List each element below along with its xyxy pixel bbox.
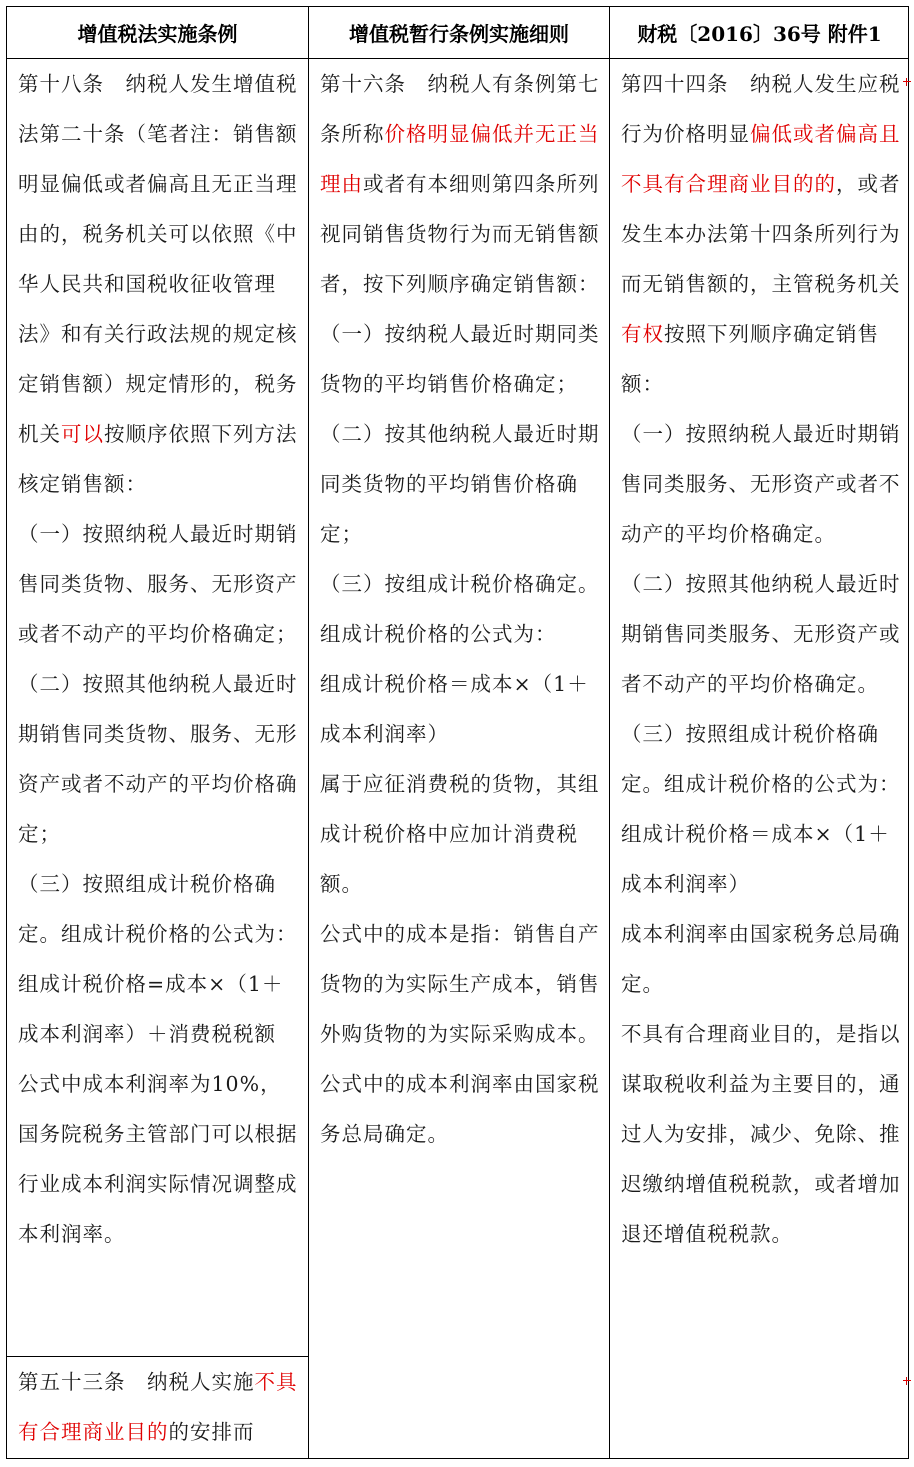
col1-item-3: （三）按照组成计税价格确定。组成计税价格的公式为： <box>18 872 298 946</box>
col2-cost-note: 公式中的成本是指：销售自产货物的为实际生产成本，销售外购货物的为实际采购成本。公式中的成本利润率由国家税务总局确定。 <box>320 922 600 1146</box>
col1-article-18 <box>18 59 301 1259</box>
col3-item-3: （三）按照组成计税价格确定。组成计税价格的公式为： <box>621 722 901 796</box>
col2-para-intro <box>320 59 602 309</box>
column-divider <box>609 7 610 1458</box>
col3-highlight-2: 有权 <box>621 322 664 346</box>
col1-art53-pre: 第五十三条 纳税人实施 <box>18 1370 255 1394</box>
col2-intro-tail: 或者有本细则第四条所列视同销售货物行为而无销售额者，按下列顺序确定销售额： <box>320 172 600 296</box>
col3-profit-rate-note: 成本利润率由国家税务总局确定。 <box>621 922 901 996</box>
col3-para-intro <box>621 59 903 409</box>
crosshair-mark-icon <box>903 78 911 86</box>
col3-intro-text: 第四十四条 纳税人发生应税行为价格明显 <box>621 72 901 146</box>
col3-intro-tail: 按照下列顺序确定销售额： <box>621 322 879 396</box>
col1-art53-highlight: 不具有合理商业目的 <box>18 1370 298 1444</box>
column-divider <box>308 7 309 1458</box>
col1-highlight: 可以 <box>61 422 104 446</box>
header-col2: 增值税暂行条例实施细则 <box>349 22 569 46</box>
col2-consumption-tax-note: 属于应征消费税的货物，其组成计税价格中应加计消费税额。 <box>320 772 600 896</box>
col1-art53-post: 的安排而 <box>168 1420 255 1444</box>
comparison-table <box>6 6 909 1459</box>
crosshair-mark-icon <box>903 1377 911 1385</box>
col1-item-2: （二）按照其他纳税人最近时期销售同类货物、服务、无形资产或者不动产的平均价格确定； <box>18 672 298 846</box>
col1-intro-tail: 按顺序依照下列方法核定销售额： <box>18 422 298 496</box>
col2-item-1: （一）按纳税人最近时期同类货物的平均销售价格确定； <box>320 322 600 396</box>
header-col1: 增值税法实施条例 <box>77 22 238 46</box>
col3-article-44 <box>621 59 903 1259</box>
col3-highlight-1: 偏低或者偏高且不具有合理商业目的的 <box>621 122 901 196</box>
col3-formula: 组成计税价格＝成本×（1＋成本利润率） <box>621 822 890 896</box>
header-col3: 财税〔2016〕36号 附件1 <box>637 22 882 46</box>
col2-formula: 组成计税价格＝成本×（1＋成本利润率） <box>320 672 589 746</box>
col1-note: 公式中成本利润率为10%，国务院税务主管部门可以根据行业成本利润实际情况调整成本利润率。 <box>18 1072 298 1246</box>
col1-item-1: （一）按照纳税人最近时期销售同类货物、服务、无形资产或者不动产的平均价格确定； <box>18 522 298 646</box>
col3-item-2: （二）按照其他纳税人最近时期销售同类服务、无形资产或者不动产的平均价格确定。 <box>621 572 901 696</box>
col2-article-16 <box>320 59 602 1159</box>
col3-intro-mid: ，或者发生本办法第十四条所列行为而无销售额的，主管税务机关 <box>621 172 901 296</box>
col2-highlight: 价格明显偏低并无正当理由 <box>320 122 600 196</box>
col3-definition: 不具有合理商业目的，是指以谋取税收利益为主要目的，通过人为安排，减少、免除、推迟缴纳增值税税款，或者增加退还增值税税款。 <box>621 1022 901 1246</box>
col1-formula: 组成计税价格=成本×（1＋成本利润率）＋消费税税额 <box>18 972 284 1046</box>
col1-article-53 <box>18 1357 301 1457</box>
col1-para-intro <box>18 59 301 509</box>
col2-item-2: （二）按其他纳税人最近时期同类货物的平均销售价格确定； <box>320 422 600 546</box>
col1-article-53-text <box>18 1357 301 1457</box>
col2-formula-label: 组成计税价格的公式为： <box>320 622 557 646</box>
col3-item-1: （一）按照纳税人最近时期销售同类服务、无形资产或者不动产的平均价格确定。 <box>621 422 901 546</box>
col2-item-3: （三）按组成计税价格确定。 <box>320 572 600 596</box>
col2-intro-text: 第十六条 纳税人有条例第七条所称 <box>320 72 600 146</box>
col1-intro-text: 第十八条 纳税人发生增值税法第二十条（笔者注：销售额明显偏低或者偏高且无正当理由的，税务机关可以依照《中华人民共和国税收征收管理法》和有关行政法规的规定核定销售额）规定情形的，税务机关 <box>18 72 298 446</box>
